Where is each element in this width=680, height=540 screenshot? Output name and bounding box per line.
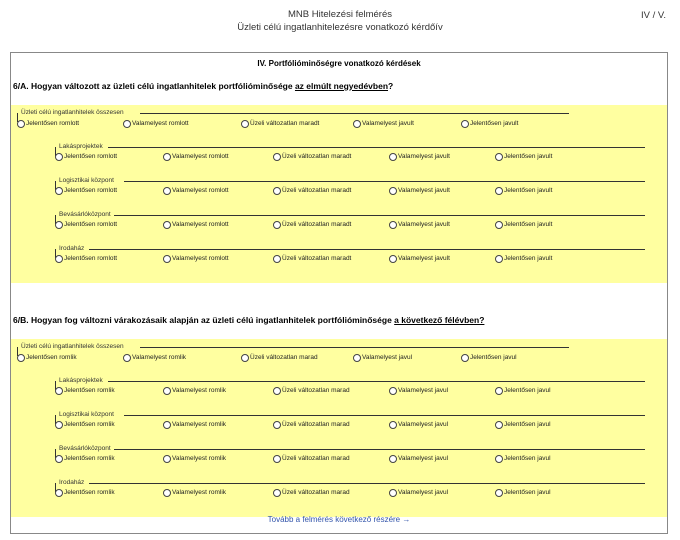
radio-button[interactable] — [495, 221, 503, 229]
radio-option-uzeli-valtozatlan-maradt[interactable] — [273, 254, 351, 263]
radio-option-jelentosen-romlik[interactable] — [55, 454, 115, 463]
radio-button[interactable] — [273, 421, 281, 429]
radio-button[interactable] — [163, 489, 171, 497]
radio-label: Jelentősen javul — [504, 489, 551, 496]
survey-subtitle: Üzleti célú ingatlanhitelezésre vonatkozó kérdőív — [237, 22, 443, 33]
group-irodahaz — [55, 245, 645, 275]
group-border — [89, 483, 645, 484]
radio-label: Valamelyest romlik — [172, 455, 227, 462]
radio-button[interactable] — [461, 354, 469, 362]
radio-option-jelentosen-javul[interactable] — [495, 420, 551, 429]
radio-option-jelentosen-javult[interactable] — [461, 119, 518, 128]
radio-label: Jelentősen javult — [504, 221, 553, 228]
radio-button[interactable] — [273, 455, 281, 463]
radio-label: Jelentősen romlik — [64, 455, 115, 462]
radio-option-jelentosen-romlik[interactable] — [55, 420, 115, 429]
radio-option-uzeli-valtozatlan-marad[interactable] — [273, 454, 350, 463]
radio-option-uzeli-valtozatlan-maradt[interactable] — [273, 186, 351, 195]
radio-label: Jelentősen javul — [470, 354, 517, 361]
radio-label: Valamelyest romlik — [132, 354, 187, 361]
radio-label: Üzeli változatlan maradt — [282, 187, 352, 194]
radio-button[interactable] — [241, 120, 249, 128]
group-border — [140, 347, 569, 348]
radio-option-valamelyest-romlik[interactable] — [163, 488, 226, 497]
radio-button[interactable] — [55, 153, 63, 161]
group-border — [108, 147, 645, 148]
radio-button[interactable] — [389, 187, 397, 195]
radio-button[interactable] — [273, 255, 281, 263]
radio-label: Jelentősen romlik — [64, 387, 115, 394]
group-label: Lakásprojektek — [59, 377, 103, 384]
question-6a-answers — [11, 105, 667, 283]
radio-button[interactable] — [273, 187, 281, 195]
radio-option-uzeli-valtozatlan-maradt[interactable] — [241, 119, 319, 128]
group-border — [89, 249, 645, 250]
group-irodahaz — [55, 479, 645, 509]
radio-option-valamelyest-romlik[interactable] — [163, 454, 226, 463]
radio-option-jelentosen-romlott[interactable] — [55, 152, 117, 161]
radio-button[interactable] — [163, 255, 171, 263]
group-label: Logisztikai központ — [59, 177, 114, 184]
radio-label: Jelentősen romlott — [64, 153, 118, 160]
radio-label: Jelentősen javult — [504, 255, 553, 262]
radio-option-jelentosen-romlott[interactable] — [17, 119, 79, 128]
section-title: IV. Portfólióminőségre vonatkozó kérdések — [257, 59, 421, 68]
radio-label: Üzeli változatlan maradt — [282, 221, 352, 228]
radio-option-jelentosen-romlott[interactable] — [55, 220, 117, 229]
radio-option-valamelyest-javul[interactable] — [389, 420, 448, 429]
radio-label: Jelentősen romlik — [64, 489, 115, 496]
radio-label: Jelentősen romlik — [64, 421, 115, 428]
questionnaire-frame — [10, 52, 668, 534]
radio-option-valamelyest-javul[interactable] — [389, 386, 448, 395]
radio-button[interactable] — [55, 387, 63, 395]
radio-option-uzeli-valtozatlan-maradt[interactable] — [273, 152, 351, 161]
radio-label: Üzeli változatlan marad — [250, 354, 318, 361]
radio-option-valamelyest-romlott[interactable] — [123, 119, 189, 128]
group-lakasprojektek — [55, 377, 645, 407]
group-label: Üzleti célú ingatlanhitelek összesen — [21, 343, 124, 350]
radio-option-valamelyest-romlott[interactable] — [163, 152, 229, 161]
group-label: Bevásárlóközpont — [59, 445, 111, 452]
group-lakasprojektek — [55, 143, 645, 173]
radio-label: Valamelyest javul — [362, 354, 413, 361]
group-label: Lakásprojektek — [59, 143, 103, 150]
group-border — [114, 449, 645, 450]
radio-option-valamelyest-javul[interactable] — [389, 488, 448, 497]
radio-button[interactable] — [55, 489, 63, 497]
radio-option-valamelyest-romlik[interactable] — [123, 353, 186, 362]
radio-option-uzeli-valtozatlan-maradt[interactable] — [273, 220, 351, 229]
radio-label: Valamelyest javult — [362, 120, 414, 127]
radio-label: Valamelyest romlott — [172, 153, 229, 160]
radio-button[interactable] — [495, 421, 503, 429]
radio-label: Üzeli változatlan maradt — [282, 153, 352, 160]
radio-button[interactable] — [123, 354, 131, 362]
radio-option-jelentosen-romlik[interactable] — [55, 488, 115, 497]
radio-button[interactable] — [495, 455, 503, 463]
radio-label: Üzeli változatlan marad — [282, 421, 350, 428]
radio-label: Üzeli változatlan maradt — [250, 120, 320, 127]
radio-button[interactable] — [461, 120, 469, 128]
radio-button[interactable] — [389, 489, 397, 497]
question-6b: 6/B. Hogyan fog változni várakozásaik alapján az üzleti célú ingatlanhitelek portfólióminősége a következő félévben? — [13, 315, 485, 325]
radio-option-valamelyest-javul[interactable] — [389, 454, 448, 463]
radio-option-jelentosen-javult[interactable] — [495, 152, 552, 161]
radio-button[interactable] — [273, 489, 281, 497]
radio-button[interactable] — [273, 387, 281, 395]
page-code: IV / V. — [641, 10, 666, 21]
radio-button[interactable] — [55, 221, 63, 229]
radio-button[interactable] — [389, 421, 397, 429]
group-logisztikai-kozpont — [55, 177, 645, 207]
radio-option-valamelyest-javult[interactable] — [389, 254, 450, 263]
radio-option-jelentosen-javult[interactable] — [495, 220, 552, 229]
radio-button[interactable] — [55, 187, 63, 195]
radio-label: Jelentősen javult — [470, 120, 519, 127]
radio-button[interactable] — [273, 153, 281, 161]
page-header — [0, 8, 680, 34]
radio-button[interactable] — [353, 120, 361, 128]
radio-label: Valamelyest romlik — [172, 421, 227, 428]
radio-label: Jelentősen javult — [504, 187, 553, 194]
radio-label: Jelentősen javul — [504, 421, 551, 428]
radio-option-jelentosen-romlott[interactable] — [55, 186, 117, 195]
radio-label: Valamelyest javul — [398, 387, 449, 394]
radio-option-uzeli-valtozatlan-marad[interactable] — [273, 488, 350, 497]
radio-option-jelentosen-javul[interactable] — [461, 353, 517, 362]
radio-option-jelentosen-javult[interactable] — [495, 186, 552, 195]
radio-button[interactable] — [163, 421, 171, 429]
radio-option-jelentosen-javult[interactable] — [495, 254, 552, 263]
radio-button[interactable] — [123, 120, 131, 128]
radio-button[interactable] — [389, 153, 397, 161]
group-border — [114, 215, 645, 216]
radio-label: Jelentősen javul — [504, 455, 551, 462]
question-6b-answers — [11, 339, 667, 517]
radio-option-valamelyest-javult[interactable] — [389, 152, 450, 161]
group-label: Üzleti célú ingatlanhitelek összesen — [21, 109, 124, 116]
radio-option-valamelyest-javul[interactable] — [353, 353, 412, 362]
radio-button[interactable] — [163, 455, 171, 463]
group-border — [140, 113, 569, 114]
radio-label: Jelentősen romlott — [64, 221, 118, 228]
group-label: Bevásárlóközpont — [59, 211, 111, 218]
radio-button[interactable] — [389, 455, 397, 463]
radio-label: Jelentősen romlott — [64, 255, 118, 262]
radio-label: Jelentősen javul — [504, 387, 551, 394]
radio-button[interactable] — [389, 255, 397, 263]
group-logisztikai-kozpont — [55, 411, 645, 441]
radio-option-valamelyest-javult[interactable] — [389, 186, 450, 195]
radio-label: Üzeli változatlan marad — [282, 489, 350, 496]
radio-label: Valamelyest javul — [398, 455, 449, 462]
group-uzleti-celu-ingatlanhitelek-osszesen — [17, 109, 569, 139]
radio-label: Valamelyest romlott — [132, 120, 189, 127]
radio-label: Valamelyest romlott — [172, 255, 229, 262]
radio-label: Valamelyest javult — [398, 255, 450, 262]
radio-button[interactable] — [389, 387, 397, 395]
radio-label: Valamelyest javult — [398, 187, 450, 194]
group-label: Logisztikai központ — [59, 411, 114, 418]
radio-label: Üzeli változatlan marad — [282, 455, 350, 462]
radio-label: Valamelyest romlik — [172, 489, 227, 496]
next-section-link[interactable]: Tovább a felmérés következő részére → — [267, 515, 411, 524]
radio-option-valamelyest-romlott[interactable] — [163, 254, 229, 263]
radio-option-jelentosen-romlott[interactable] — [55, 254, 117, 263]
group-bevasarlokozpont — [55, 211, 645, 241]
radio-button[interactable] — [55, 421, 63, 429]
radio-option-jelentosen-javul[interactable] — [495, 454, 551, 463]
radio-option-valamelyest-romlott[interactable] — [163, 186, 229, 195]
radio-button[interactable] — [163, 387, 171, 395]
radio-label: Üzeli változatlan maradt — [282, 255, 352, 262]
survey-title: MNB Hitelezési felmérés — [288, 9, 392, 20]
radio-label: Valamelyest javul — [398, 489, 449, 496]
radio-option-uzeli-valtozatlan-marad[interactable] — [241, 353, 318, 362]
radio-option-valamelyest-romlott[interactable] — [163, 220, 229, 229]
group-label: Irodaház — [59, 479, 85, 486]
group-border — [124, 415, 645, 416]
radio-label: Jelentősen romlik — [26, 354, 77, 361]
radio-option-valamelyest-romlik[interactable] — [163, 386, 226, 395]
radio-option-jelentosen-javul[interactable] — [495, 488, 551, 497]
radio-button[interactable] — [55, 255, 63, 263]
radio-option-uzeli-valtozatlan-marad[interactable] — [273, 420, 350, 429]
group-bevasarlokozpont — [55, 445, 645, 475]
radio-label: Jelentősen javult — [504, 153, 553, 160]
radio-option-uzeli-valtozatlan-marad[interactable] — [273, 386, 350, 395]
radio-button[interactable] — [17, 120, 25, 128]
radio-button[interactable] — [55, 455, 63, 463]
radio-button[interactable] — [163, 187, 171, 195]
radio-option-jelentosen-romlik[interactable] — [17, 353, 77, 362]
group-uzleti-celu-ingatlanhitelek-osszesen — [17, 343, 569, 373]
radio-button[interactable] — [241, 354, 249, 362]
radio-label: Üzeli változatlan marad — [282, 387, 350, 394]
radio-option-valamelyest-javult[interactable] — [389, 220, 450, 229]
radio-button[interactable] — [495, 489, 503, 497]
radio-button[interactable] — [163, 153, 171, 161]
radio-button[interactable] — [17, 354, 25, 362]
group-border — [124, 181, 645, 182]
radio-button[interactable] — [495, 153, 503, 161]
radio-option-valamelyest-romlik[interactable] — [163, 420, 226, 429]
radio-label: Valamelyest javul — [398, 421, 449, 428]
radio-label: Valamelyest romlott — [172, 221, 229, 228]
radio-button[interactable] — [163, 221, 171, 229]
radio-option-valamelyest-javult[interactable] — [353, 119, 414, 128]
radio-button[interactable] — [353, 354, 361, 362]
radio-label: Jelentősen romlott — [26, 120, 80, 127]
radio-option-jelentosen-javul[interactable] — [495, 386, 551, 395]
question-6a: 6/A. Hogyan változott az üzleti célú ingatlanhitelek portfólióminősége az elmúlt negyedévben? — [13, 81, 394, 91]
radio-label: Valamelyest javult — [398, 221, 450, 228]
radio-button[interactable] — [389, 221, 397, 229]
radio-label: Valamelyest javult — [398, 153, 450, 160]
radio-button[interactable] — [273, 221, 281, 229]
group-label: Irodaház — [59, 245, 85, 252]
radio-button[interactable] — [495, 387, 503, 395]
radio-label: Jelentősen romlott — [64, 187, 118, 194]
radio-label: Valamelyest romlott — [172, 187, 229, 194]
radio-label: Valamelyest romlik — [172, 387, 227, 394]
radio-button[interactable] — [495, 187, 503, 195]
radio-button[interactable] — [495, 255, 503, 263]
group-border — [108, 381, 645, 382]
radio-option-jelentosen-romlik[interactable] — [55, 386, 115, 395]
